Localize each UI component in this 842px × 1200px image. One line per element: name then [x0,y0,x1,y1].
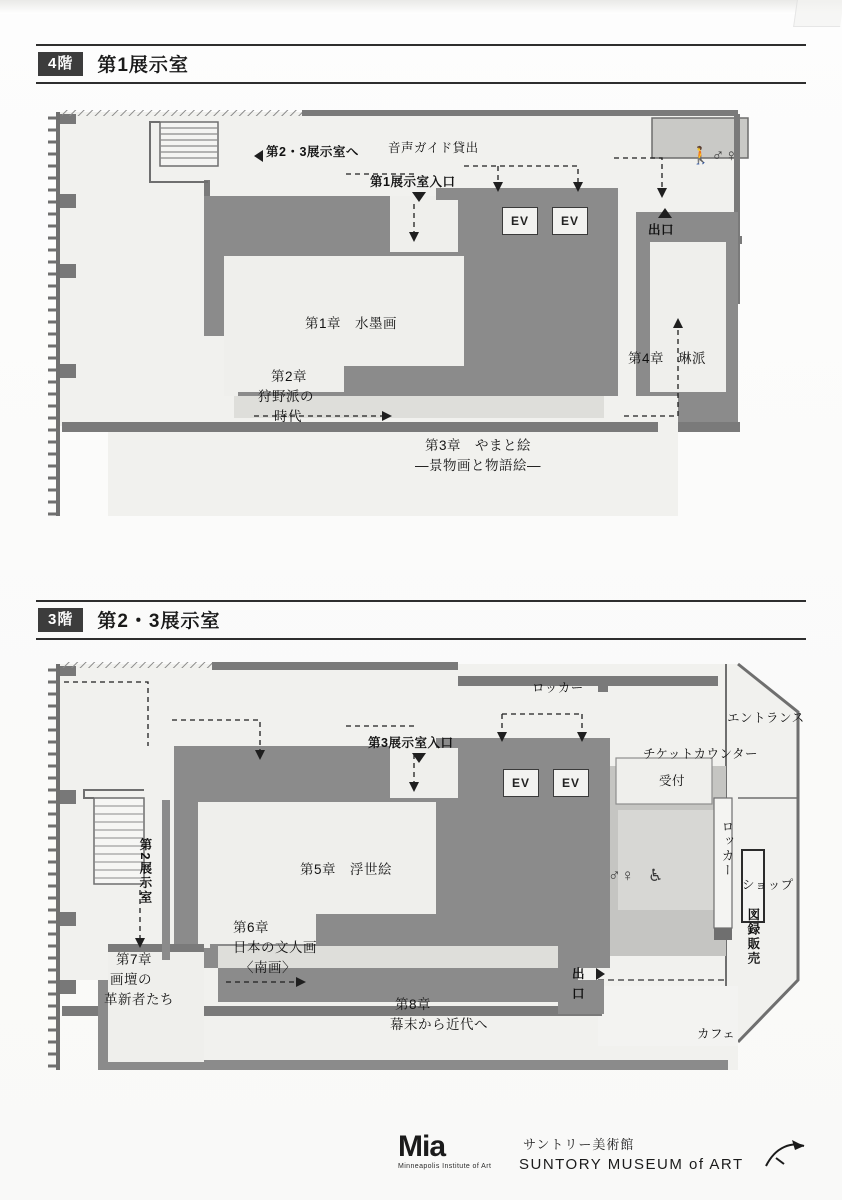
label-chapter2-line1: 第2章 [271,369,308,384]
floor4-rule-bottom [36,82,806,84]
label-exit-floor4: 出口 [648,223,675,237]
label-chapter1: 第1章 水墨画 [305,316,398,331]
elevator-2-floor4: EV [552,207,588,235]
label-catalog-sales: 図録販売 [745,908,760,966]
scan-corner-fold [793,0,842,27]
label-cafe: カフェ [697,1027,736,1041]
label-chapter6-line3: 〈南画〉 [240,960,296,975]
elevator-1-floor4: EV [502,207,538,235]
label-chapter8-line2: 幕末から近代へ [390,1017,488,1032]
label-chapter2-line2: 狩野派の [258,389,314,404]
exit-arrow-icon-floor4 [658,208,672,218]
wheelchair-icon-floor3: ♿ [648,866,664,885]
label-reception: 受付 [659,774,686,788]
label-to-rooms-23: 第2・3展示室へ [266,145,359,159]
label-chapter7-line2: 画壇の [110,972,152,987]
label-audio-guide: 音声ガイド貸出 [388,141,479,155]
label-room3-entrance: 第3展示室入口 [368,736,454,750]
to-rooms-23-arrow-icon [254,150,263,162]
floor4-badge: 4階 [38,52,83,76]
floor3-title: 第2・3展示室 [97,611,221,632]
label-ticket-counter: チケットカウンター [643,747,759,761]
label-shop: ショップ [742,878,794,892]
label-exit-line2: 口 [572,987,586,1001]
label-chapter3-line1: 第3章 やまと絵 [425,438,532,453]
label-chapter7-line3: 革新者たち [104,992,174,1007]
label-chapter6-line1: 第6章 [233,920,270,935]
label-entrance: エントランス [727,711,805,725]
elevator-2-floor3: EV [553,769,589,797]
room1-entrance-arrow-icon [412,192,426,202]
restroom-icon-floor3: ♂♀ [608,866,635,885]
floor3-rule-bottom [36,638,806,640]
exit-arrow-icon-floor3 [596,968,605,980]
label-locker-top: ロッカー [532,681,584,695]
label-chapter6-line2: 日本の文人画 [233,940,317,955]
scan-edge [0,0,842,14]
mia-logo: Mia [398,1130,446,1163]
floor3-rule-top [36,600,806,602]
north-arrow-icon [762,1138,808,1177]
label-chapter8-line1: 第8章 [395,997,432,1012]
room3-entrance-arrow-icon [412,753,426,763]
label-chapter5: 第5章 浮世絵 [300,862,393,877]
mia-subtitle: Minneapolis Institute of Art [398,1163,492,1170]
label-chapter4: 第4章 琳派 [628,351,707,366]
museum-name-jp: サントリー美術館 [523,1137,635,1152]
restroom-icon-floor4: 🚶♂♀ [690,146,739,165]
floor3-header [38,606,220,633]
floor4-header [38,50,189,77]
label-room2-vertical: 第2展示室 [137,838,152,905]
label-chapter2-line3: 時代 [274,409,302,424]
floor4-rule-top [36,44,806,46]
label-locker-side: ロッカー [719,820,734,878]
label-chapter7-line1: 第7章 [116,952,153,967]
elevator-1-floor3: EV [503,769,539,797]
museum-name-en: SUNTORY MUSEUM of ART [519,1156,744,1173]
floor4-title: 第1展示室 [97,55,189,76]
floor3-badge: 3階 [38,608,83,632]
label-room1-entrance: 第1展示室入口 [370,175,456,189]
label-chapter3-line2: —景物画と物語絵— [415,458,541,473]
label-exit-line1: 出 [572,967,586,981]
